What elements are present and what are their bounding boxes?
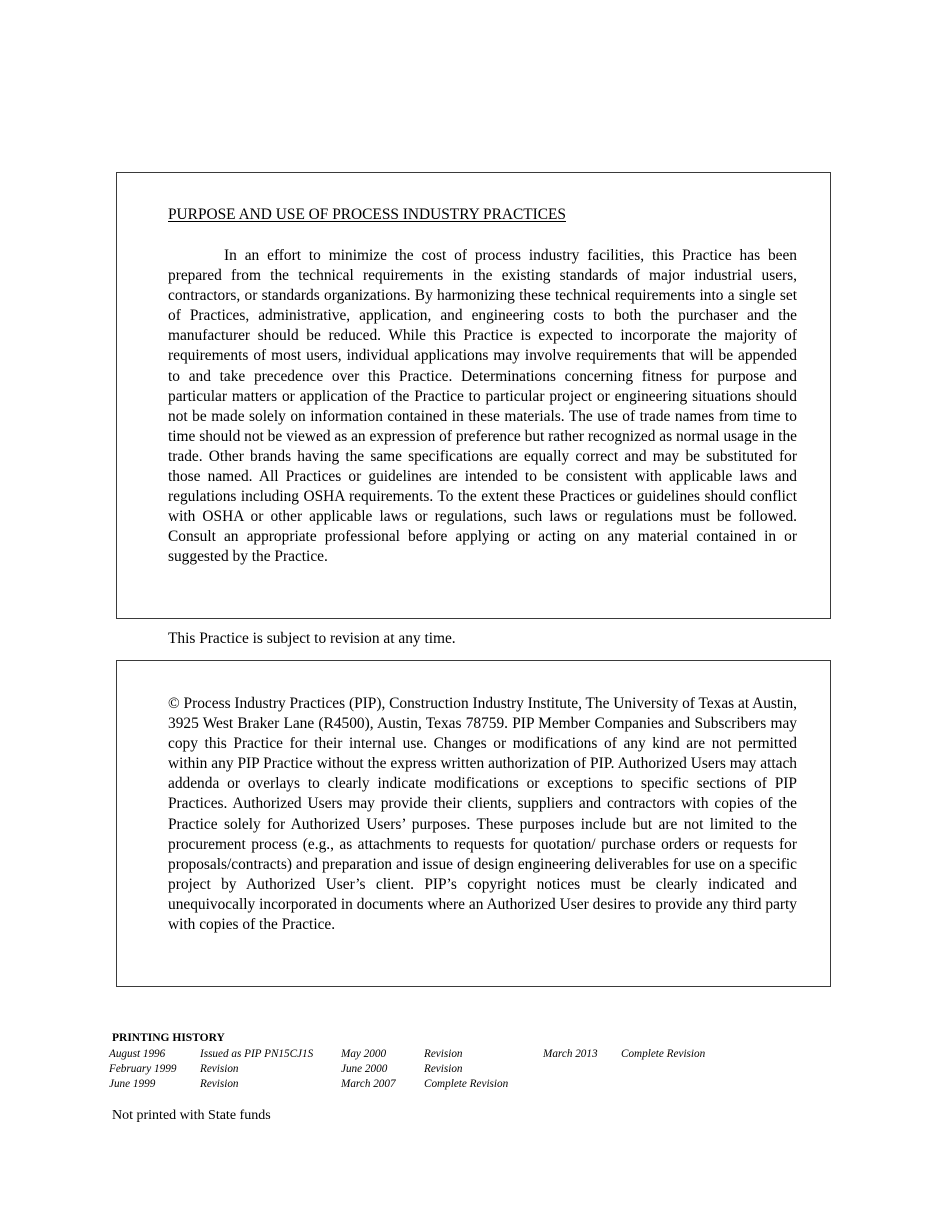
purpose-paragraph: In an effort to minimize the cost of process industry facilities, this Practice has been prepared from the technical requirements in the existing standards of major industrial users, contractors, or standards organizations. By harmonizing these technical requirements into a single set of Practices, administrative, application, and engineering costs to both the purchaser and the manufacturer should be reduced. While this Practice is expected to incorporate the majority of requirements of most users, individual applications may involve requirements that will be appended to and take precedence over this Practice. Determinations concerning fitness for purpose and particular matters or application of the Practice to particular project or engineering situations should not be made solely on information contained in these materials. The use of trade names from time to time should not be viewed as an expression of preference but rather recognized as normal usage in the trade. Other brands having the same specifications are equally correct and may be substituted for those named. All Practices or guidelines are intended to be consistent with applicable laws and regulations including OSHA requirements. To the extent these Practices or guidelines should conflict with OSHA or other applicable laws or regulations, such laws or regulations must be followed. Consult an appropriate professional before applying or acting on any material contained in or suggested by the Practice. (168, 247, 797, 566)
footer-note: Not printed with State funds (112, 1108, 271, 1123)
history-date: June 2000 (341, 1063, 388, 1075)
history-note: Revision (200, 1078, 239, 1090)
history-date: March 2013 (543, 1048, 598, 1060)
history-date: August 1996 (109, 1048, 166, 1060)
history-note: Revision (200, 1063, 239, 1075)
history-date: May 2000 (341, 1048, 387, 1060)
history-date: March 2007 (341, 1078, 396, 1090)
revision-note: This Practice is subject to revision at any time. (168, 630, 456, 647)
history-note: Revision (424, 1048, 463, 1060)
copyright-paragraph: © Process Industry Practices (PIP), Construction Industry Institute, The University of Texas at Austin, 3925 West Braker Lane (R4500), Austin, Texas 78759. PIP Member Companies and Subscribers may copy this Practice for their internal use. Changes or modifications of any kind are not permitted within any PIP Practice without the express written authorization of PIP. Authorized Users may attach addenda or overlays to clearly indicate modifications or exceptions to specific sections of PIP Practices. Authorized Users may provide their clients, suppliers and contractors with copies of the Practice solely for Authorized Users’ purposes. These purposes include but are not limited to the procurement process (e.g., as attachments to requests for quotation/ purchase orders or requests for proposals/contracts) and preparation and issue of design engineering deliverables for use on a specific project by Authorized User’s client. PIP’s copyright notices must be clearly indicated and unequivocally incorporated in documents where an Authorized User desires to provide any third party with copies of the Practice. (168, 695, 798, 934)
history-note: Complete Revision (621, 1048, 706, 1060)
history-date: June 1999 (109, 1078, 156, 1090)
history-date: February 1999 (109, 1063, 177, 1075)
purpose-box (116, 172, 831, 619)
history-note: Revision (424, 1063, 463, 1075)
history-note: Complete Revision (424, 1078, 509, 1090)
purpose-heading: PURPOSE AND USE OF PROCESS INDUSTRY PRACTICES (168, 206, 566, 223)
copyright-box (116, 660, 831, 987)
history-note: Issued as PIP PN15CJ1S (200, 1048, 314, 1060)
printing-history-title: PRINTING HISTORY (112, 1032, 225, 1044)
